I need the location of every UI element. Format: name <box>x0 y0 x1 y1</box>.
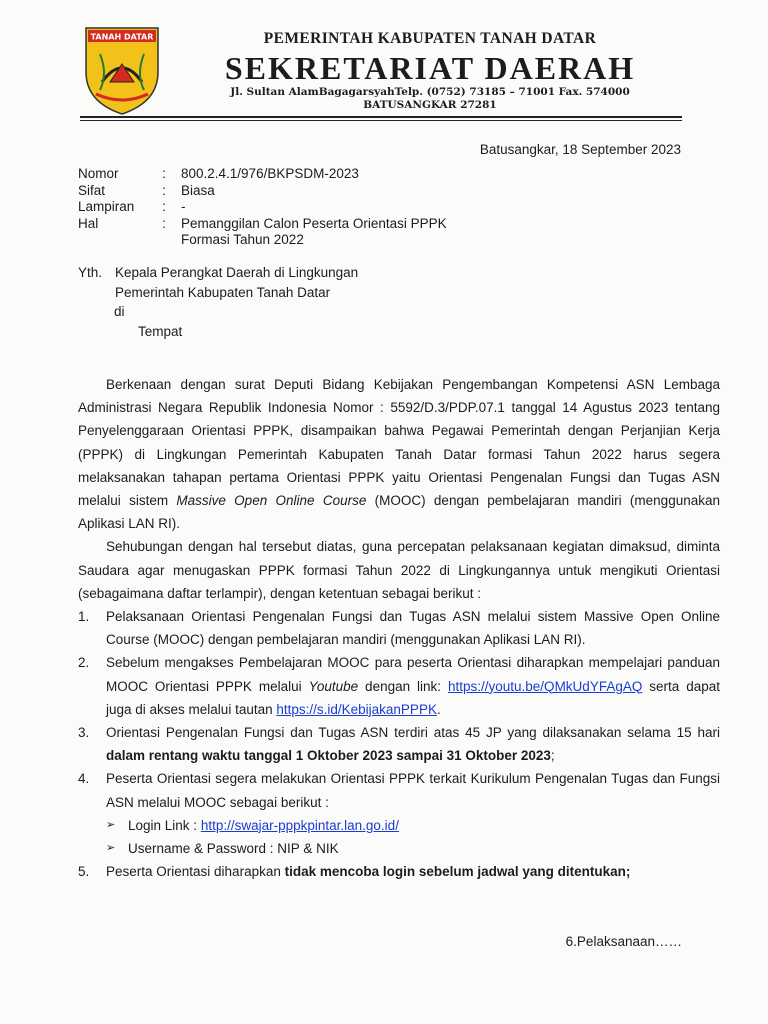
list-item: 2. Sebelum mengakses Pembelajaran MOOC para peserta Orientasi diharapkan mempelajari panduan MOOC Orientasi PPPK melalui Youtube dengan link: https://youtu.be/QMkUdYFAgAQ serta dapat juga di akses melalui tautan https://s.id/KebijakanPPPK. <box>78 655 721 717</box>
letter-date: Batusangkar, 18 September 2023 <box>479 142 681 157</box>
tanah-datar-logo <box>82 24 162 116</box>
kebijakan-link[interactable]: https://s.id/KebijakanPPPK <box>276 701 437 717</box>
addressee-di: di <box>114 304 125 319</box>
meta-colon: : <box>162 182 166 198</box>
meta-label: Hal <box>78 215 99 231</box>
list-item: 5. Peserta Orientasi diharapkan tidak mencoba login sebelum jadwal yang ditentukan; <box>78 864 631 880</box>
address-line-1: Jl. Sultan AlamBagagarsyahTelp. (0752) 73185 – 71001 Fax. 574000 <box>230 86 630 98</box>
addressee-tempat: Tempat <box>138 324 183 339</box>
kop-secretariat: SEKRETARIAT DAERAH <box>224 50 636 86</box>
meta-value: Pemanggilan Calon Peserta Orientasi PPPK Formasi Tahun 2022 <box>181 215 447 247</box>
list-item: 4. Peserta Orientasi segera melakukan Orientasi PPPK terkait Kurikulum Pengenalan Tugas dan Fungsi ASN melalui MOOC sebagai berikut : ➢ Login Link : http://swajar-pppkpintar.lan.go.id/ ➢ Username & Password : NIP & NIK <box>78 767 720 860</box>
addressee-line-2: Pemerintah Kabupaten Tanah Datar <box>115 285 331 300</box>
addressee-line-1: Kepala Perangkat Daerah di Lingkungan <box>115 265 359 280</box>
paragraph-2: Sehubungan dengan hal tersebut diatas, guna percepatan pelaksanaan kegiatan dimaksud, diminta Saudara agar menugaskan PPPK formasi Tahun 2022 di Lingkungannya untuk mengikuti Orientasi (sebagaimana daftar terlampir), dengan ketentuan sebagai berikut : <box>78 539 720 601</box>
logo-text: TANAH DATAR <box>90 32 154 42</box>
meta-colon: : <box>162 199 166 214</box>
sub-item-login: ➢ Login Link : http://swajar-pppkpintar.lan.go.id/ <box>106 814 720 837</box>
meta-row-lampiran <box>78 199 481 216</box>
meta-value: - <box>181 199 186 214</box>
schedule-range: dalam rentang waktu tanggal 1 Oktober 2023 sampai 31 Oktober 2023 <box>106 748 551 764</box>
meta-colon: : <box>162 215 166 231</box>
meta-value: 800.2.4.1/976/BKPSDM-2023 <box>181 166 359 181</box>
list-item: 1. Pelaksanaan Orientasi Pengenalan Fungsi dan Tugas ASN melalui sistem Massive Open Online Course (MOOC) dengan pembelajaran mandiri (menggunakan Aplikasi LAN RI). <box>78 609 720 648</box>
header-rule-thick <box>80 116 682 118</box>
login-link[interactable]: http://swajar-pppkpintar.lan.go.id/ <box>200 817 399 833</box>
continuation-marker: 6.Pelaksanaan…… <box>565 934 682 949</box>
paragraph-1: Berkenaan dengan surat Deputi Bidang Kebijakan Pengembangan Kompetensi ASN Lembaga Administrasi Negara Republik Indonesia Nomor : 5592/D.3/PDP.07.1 tanggal 14 Agustus 2023 tentang Penyelenggaraan Orientasi PPPK, disampaikan bahwa Pegawai Pemerintah dengan Perjanjian Kerja (PPPK) di Lingkungan Pemerintah Kabupaten Tanah Datar formasi Tahun 2022 harus segera melaksanakan tahapan pertama Orientasi PPPK yaitu Orientasi Pengenalan Fungsi dan Tugas ASN melalui sistem Massive Open Online Course (MOOC) dengan pembelajaran mandiri (menggunakan Aplikasi LAN RI). <box>78 377 720 532</box>
meta-row-sifat <box>78 183 481 200</box>
arrow-bullet-icon: ➢ <box>106 818 116 831</box>
youtube-link[interactable]: https://youtu.be/QMkUdYFAgAQ <box>448 678 643 694</box>
list-item: 3. Orientasi Pengenalan Fungsi dan Tugas ASN terdiri atas 45 JP yang dilaksanakan selama 15 hari dalam rentang waktu tanggal 1 Oktober 2023 sampai 31 Oktober 2023; <box>78 725 720 764</box>
meta-value: Biasa <box>181 182 215 198</box>
sub-item-credentials: ➢ Username & Password : NIP & NIK <box>106 837 720 860</box>
mooc-term: Massive Open Online Course <box>176 493 367 509</box>
meta-label: Nomor <box>78 166 119 181</box>
meta-label: Sifat <box>78 182 106 198</box>
addressee <box>78 263 358 303</box>
letter-body <box>78 373 720 883</box>
meta-label: Lampiran <box>78 199 135 214</box>
kop-government: PEMERINTAH KABUPATEN TANAH DATAR <box>263 30 597 47</box>
arrow-bullet-icon: ➢ <box>106 842 116 855</box>
login-warning: tidak mencoba login sebelum jadwal yang ditentukan; <box>284 864 631 880</box>
meta-row-hal <box>78 216 481 249</box>
meta-colon: : <box>162 166 166 181</box>
addressee-label: Yth. <box>78 265 103 280</box>
kop-address <box>180 86 680 112</box>
header-rule-thin <box>80 120 682 121</box>
meta-row-nomor <box>78 166 481 183</box>
letter-meta <box>78 166 481 249</box>
provisions-list <box>78 605 720 883</box>
address-line-2: BATUSANGKAR 27281 <box>363 99 497 111</box>
